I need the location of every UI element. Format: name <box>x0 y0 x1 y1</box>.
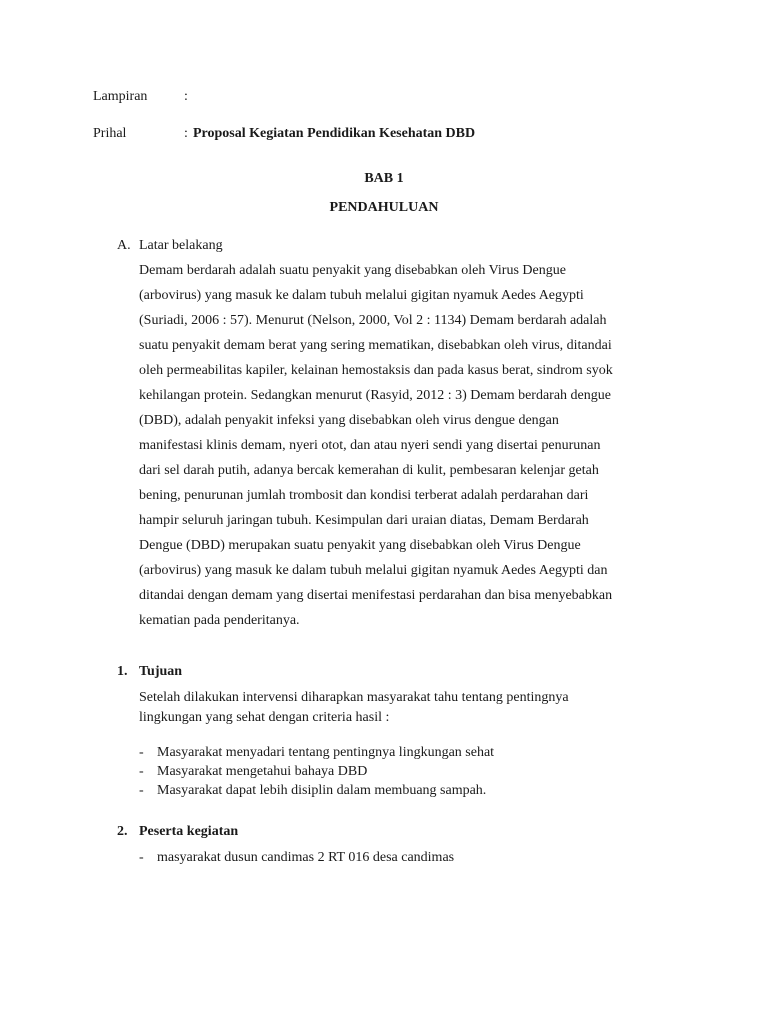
tujuan-heading: Tujuan <box>139 664 183 679</box>
bullet-dash: - <box>139 850 144 865</box>
paragraph-line: kehilangan protein. Sedangkan menurut (Rasyid, 2012 : 3) Demam berdarah dengue <box>139 388 611 403</box>
paragraph-line: oleh permeabilitas kapiler, kelainan hemostaksis dan pada kasus berat, sindrom syok <box>139 363 613 378</box>
paragraph-line: (Suriadi, 2006 : 57). Menurut (Nelson, 2000, Vol 2 : 1134) Demam berdarah adalah <box>139 313 607 328</box>
bullet-dash: - <box>139 745 144 760</box>
paragraph-line: hampir seluruh jaringan tubuh. Kesimpulan dari uraian diatas, Demam Berdarah <box>139 513 589 528</box>
chapter-number: BAB 1 <box>364 171 404 186</box>
paragraph-line: Demam berdarah adalah suatu penyakit yang disebabkan oleh Virus Dengue <box>139 263 566 278</box>
prihal-colon: : <box>184 126 188 141</box>
tujuan-marker: 1. <box>117 664 128 679</box>
lampiran-colon: : <box>184 89 188 104</box>
list-item: Masyarakat mengetahui bahaya DBD <box>157 764 368 779</box>
paragraph-line: kematian pada penderitanya. <box>139 613 300 628</box>
paragraph-line: bening, penurunan jumlah trombosit dan kondisi terberat adalah perdarahan dari <box>139 488 589 503</box>
list-item: Masyarakat dapat lebih disiplin dalam membuang sampah. <box>157 783 487 798</box>
peserta-marker: 2. <box>117 824 128 839</box>
paragraph-line: suatu penyakit demam berat yang sering mematikan, disebabkan oleh virus, ditandai <box>139 338 612 353</box>
section-a-heading: Latar belakang <box>139 238 223 253</box>
paragraph-line: manifestasi klinis demam, nyeri otot, dan atau nyeri sendi yang disertai penurunan <box>139 438 601 453</box>
paragraph-line: ditandai dengan demam yang disertai menifestasi perdarahan dan bisa menyebabkan <box>139 588 613 603</box>
paragraph-line: Dengue (DBD) merupakan suatu penyakit yang disebabkan oleh Virus Dengue <box>139 538 581 553</box>
section-a-marker: A. <box>117 238 131 253</box>
bullet-dash: - <box>139 783 144 798</box>
chapter-title: PENDAHULUAN <box>329 200 439 215</box>
peserta-heading: Peserta kegiatan <box>139 824 239 839</box>
paragraph-line: (arbovirus) yang masuk ke dalam tubuh melalui gigitan nyamuk Aedes Aegypti dan <box>139 563 608 578</box>
paragraph-line: dari sel darah putih, adanya bercak kemerahan di kulit, pembesaran kelenjar getah <box>139 463 599 478</box>
list-item: masyarakat dusun candimas 2 RT 016 desa candimas <box>157 850 455 865</box>
prihal-label: Prihal <box>93 126 127 141</box>
tujuan-intro-line: Setelah dilakukan intervensi diharapkan masyarakat tahu tentang pentingnya <box>139 690 569 705</box>
tujuan-intro-line: lingkungan yang sehat dengan criteria hasil : <box>139 710 390 725</box>
bullet-dash: - <box>139 764 144 779</box>
list-item: Masyarakat menyadari tentang pentingnya lingkungan sehat <box>157 745 495 760</box>
paragraph-line: (DBD), adalah penyakit infeksi yang disebabkan oleh virus dengue dengan <box>139 413 559 428</box>
paragraph-line: (arbovirus) yang masuk ke dalam tubuh melalui gigitan nyamuk Aedes Aegypti <box>139 288 584 303</box>
lampiran-label: Lampiran <box>93 89 148 104</box>
prihal-value: Proposal Kegiatan Pendidikan Kesehatan DBD <box>193 126 476 141</box>
